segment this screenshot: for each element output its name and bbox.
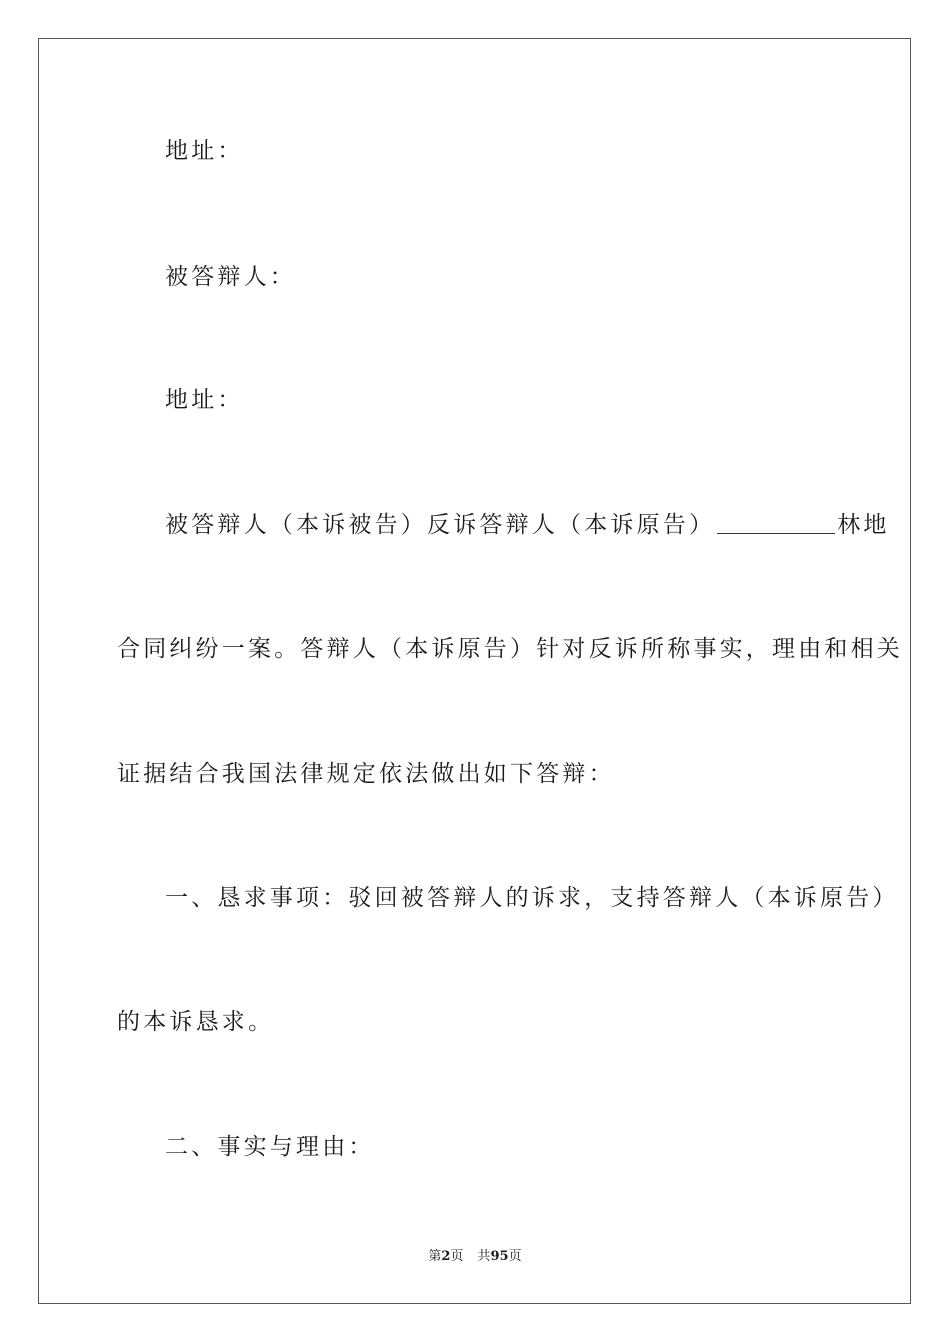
- section-1-line-2: 的本诉恳求。: [117, 1009, 275, 1035]
- paragraph-1-line-1: [165, 511, 890, 539]
- respondent-label-line: 被答辩人：: [165, 264, 296, 290]
- page-border: [38, 38, 911, 1304]
- footer-page-number: 2: [441, 1249, 451, 1264]
- page-footer: [0, 1248, 950, 1266]
- footer-total-prefix: 共: [477, 1249, 491, 1264]
- section-1-line-1: 一、恳求事项：驳回被答辩人的诉求，支持答辩人（本诉原告）: [165, 885, 899, 911]
- fill-in-blank: [717, 513, 835, 534]
- paragraph-1-text-start: 被答辩人（本诉被告）反诉答辩人（本诉原告）: [165, 512, 716, 538]
- footer-total-suffix: 页: [508, 1249, 522, 1264]
- footer-total-pages: 95: [490, 1249, 509, 1264]
- address-line-2: 地址：: [165, 387, 244, 413]
- address-line-1: 地址：: [165, 138, 244, 164]
- footer-page-suffix: 页: [450, 1249, 464, 1264]
- paragraph-1-line-3: 证据结合我国法律规定依法做出如下答辩：: [117, 761, 615, 787]
- paragraph-1-line-2: 合同纠纷一案。答辩人（本诉原告）针对反诉所称事实，理由和相关: [117, 636, 903, 662]
- section-2-heading: 二、事实与理由：: [165, 1134, 375, 1160]
- footer-page-prefix: 第: [428, 1249, 442, 1264]
- paragraph-1-text-end: 林地: [837, 512, 890, 538]
